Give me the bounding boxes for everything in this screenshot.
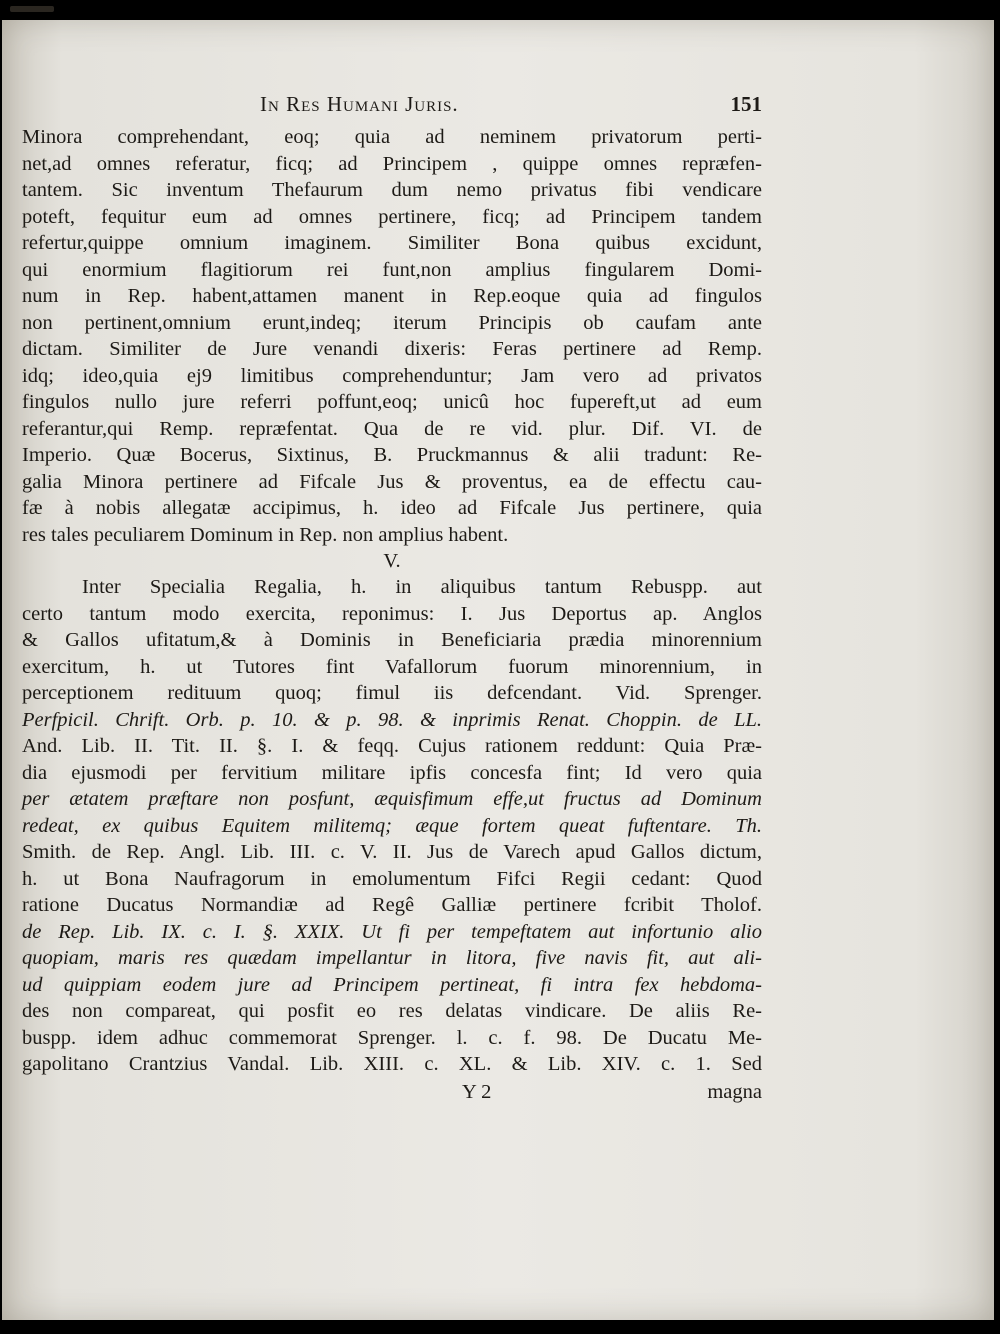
text-line: redeat, ex quibus Equitem militemq; æque fortem queat fuftentare. Th. <box>22 814 762 837</box>
page-number: 151 <box>730 92 762 116</box>
text-line: Inter Specialia Regalia, h. in aliquibus tantum Rebuspp. aut <box>82 576 762 598</box>
text-line: Minora comprehendant, eoq; quia ad neminem privatorum perti- <box>22 126 762 148</box>
page-header <box>22 92 762 122</box>
text-line: referantur,qui Remp. repræfentat. Qua de re vid. plur. Dif. VI. de <box>22 417 762 440</box>
text-line: ud quippiam eodem jure ad Principem pertineat, fi intra fex hebdoma- <box>22 973 762 996</box>
binding-tab <box>10 6 54 12</box>
running-head: In Res Humani Juris. <box>260 92 459 116</box>
text-line: gapolitano Crantzius Vandal. Lib. XIII. c. XL. & Lib. XIV. c. 1. Sed <box>22 1053 762 1075</box>
text-line: Imperio. Quæ Bocerus, Sixtinus, B. Pruckmannus & alii tradunt: Re- <box>22 444 762 466</box>
text-line: certo tantum modo exercita, reponimus: I. Jus Deportus ap. Anglos <box>22 602 762 625</box>
text-line: poteft, fequitur eum ad omnes pertinere, ficq; ad Principem tandem <box>22 205 762 228</box>
text-line: des non compareat, qui posfit eo res delatas vindicare. De aliis Re- <box>22 1000 762 1022</box>
text-line: galia Minora pertinere ad Fifcale Jus & proventus, ea de effectu cau- <box>22 470 762 493</box>
text-line: fingulos nullo jure referri poffunt,eoq; unicû hoc fupereft,ut ad eum <box>22 391 762 413</box>
text-line: h. ut Bona Naufragorum in emolumentum Fifci Regii cedant: Quod <box>22 867 762 890</box>
book-page <box>2 20 994 1320</box>
catchword: magna <box>707 1080 762 1103</box>
text-line: qui enormium flagitiorum rei funt,non amplius fingularem Domi- <box>22 258 762 281</box>
text-line: perceptionem redituum quoq; fimul iis defcendant. Vid. Sprenger. <box>22 682 762 704</box>
text-line: Smith. de Rep. Angl. Lib. III. c. V. II. Jus de Varech apud Gallos dictum, <box>22 841 762 863</box>
text-line: exercitum, h. ut Tutores fint Vafallorum fuorum minorennium, in <box>22 655 762 678</box>
text-line: num in Rep. habent,attamen manent in Rep.eoque quia ad fingulos <box>22 285 762 307</box>
page-footer <box>22 1078 762 1106</box>
text-line: per ætatem præftare non posfunt, æquisfimum effe,ut fructus ad Dominum <box>22 788 762 810</box>
text-line: Perfpicil. Chrift. Orb. p. 10. & p. 98. & inprimis Renat. Choppin. de LL. <box>22 708 762 731</box>
text-line: buspp. idem adhuc commemorat Sprenger. l. c. f. 98. De Ducatu Me- <box>22 1026 762 1049</box>
text-line: And. Lib. II. Tit. II. §. I. & feqq. Cujus rationem reddunt: Quia Præ- <box>22 735 762 757</box>
text-line: net,ad omnes referatur, ficq; ad Principem , quippe omnes repræfen- <box>22 152 762 175</box>
signature-mark: Y 2 <box>462 1080 492 1103</box>
text-line: de Rep. Lib. IX. c. I. §. XXIX. Ut fi per tempeftatem aut infortunio alio <box>22 920 762 943</box>
text-line: ratione Ducatus Normandiæ ad Regê Galliæ pertinere fcribit Tholof. <box>22 894 762 916</box>
text-line: idq; ideo,quia ej9 limitibus comprehenduntur; Jam vero ad privatos <box>22 364 762 387</box>
text-line: dictam. Similiter de Jure venandi dixeris: Feras pertinere ad Remp. <box>22 338 762 360</box>
text-line: dia ejusmodi per fervitium militare ipfis concesfa fint; Id vero quia <box>22 761 762 784</box>
text-line: res tales peculiarem Dominum in Rep. non amplius habent. <box>22 523 509 546</box>
section-number: V. <box>383 550 401 572</box>
text-line: fæ à nobis allegatæ accipimus, h. ideo ad Fifcale Jus pertinere, quia <box>22 497 762 519</box>
text-line: tantem. Sic inventum Thefaurum dum nemo privatus fibi vendicare <box>22 179 762 201</box>
page-text-block <box>22 92 762 1106</box>
text-line: refertur,quippe omnium imaginem. Similiter Bona quibus excidunt, <box>22 232 762 254</box>
text-line: non pertinent,omnium erunt,indeq; iterum Principis ob caufam ante <box>22 311 762 334</box>
text-line: quopiam, maris res quædam impellantur in litora, five navis fit, aut ali- <box>22 947 762 969</box>
text-line: & Gallos ufitatum,& à Dominis in Beneficiaria prædia minorennium <box>22 629 762 651</box>
